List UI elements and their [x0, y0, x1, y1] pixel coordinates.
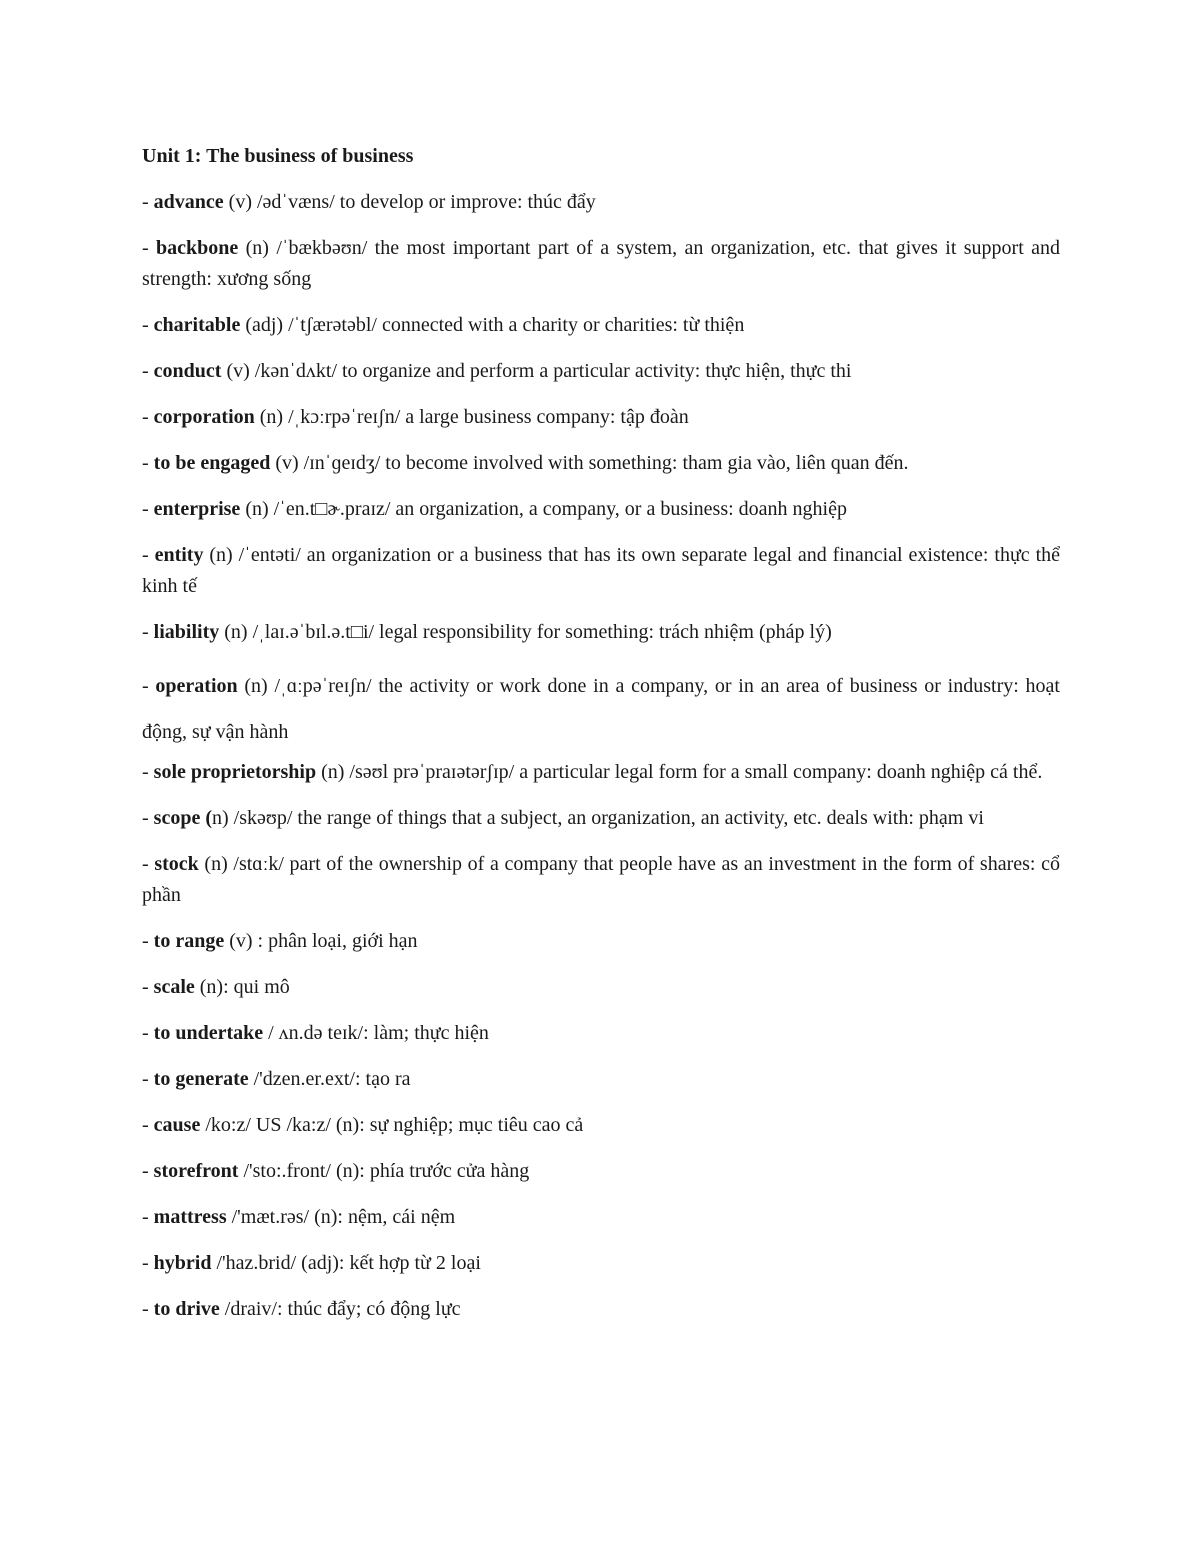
- entry-dash: -: [142, 930, 154, 952]
- entry-definition: /ko:z/ US /ka:z/ (n): sự nghiệp; mục tiêu cao cả: [200, 1114, 584, 1136]
- vocabulary-entry: [142, 1018, 1060, 1049]
- entry-term: storefront: [153, 1160, 239, 1182]
- vocabulary-entry: [142, 1294, 1060, 1325]
- entry-dash: -: [142, 191, 154, 213]
- entry-definition: (n) /ˌlaɪ.əˈbɪl.ə.t□i/ legal responsibility for something: trách nhiệm (pháp lý): [219, 621, 832, 643]
- vocabulary-entry: [142, 757, 1060, 788]
- entry-term: entity: [154, 544, 204, 566]
- entry-dash: -: [142, 853, 155, 875]
- entry-dash: -: [142, 1252, 154, 1274]
- entry-dash: -: [142, 1298, 154, 1320]
- vocabulary-entry: [142, 187, 1060, 218]
- entry-definition: /'sto:.front/ (n): phía trước cửa hàng: [238, 1160, 530, 1182]
- entry-definition: (n) /ˈentəti/ an organization or a business that has its own separate legal and financial existence: thực thể kinh tế: [142, 544, 1060, 597]
- vocabulary-entry: [142, 663, 1060, 755]
- entry-dash: -: [142, 1068, 154, 1090]
- entry-term: mattress: [153, 1206, 227, 1228]
- vocabulary-entry: [142, 1064, 1060, 1095]
- entry-definition: (v) /ədˈvæns/ to develop or improve: thúc đẩy: [223, 191, 596, 213]
- entry-term: hybrid: [153, 1252, 212, 1274]
- vocabulary-entry: [142, 1156, 1060, 1187]
- entry-definition: (n) /ˌɑːpəˈreɪʃn/ the activity or work done in a company, or in an area of business or industry: hoạt động, sự vận hành: [142, 675, 1060, 743]
- entry-term: enterprise: [153, 498, 241, 520]
- entry-definition: n) /skəʊp/ the range of things that a subject, an organization, an activity, etc. deals with: phạm vi: [212, 807, 984, 829]
- entry-term: scope (: [153, 807, 212, 829]
- entry-term: stock: [154, 853, 199, 875]
- vocabulary-entry: [142, 803, 1060, 834]
- entry-dash: -: [142, 237, 157, 259]
- vocabulary-entry: [142, 494, 1060, 525]
- entry-term: conduct: [153, 360, 222, 382]
- entry-term: to undertake: [153, 1022, 264, 1044]
- entry-definition: /'mæt.rəs/ (n): nệm, cái nệm: [226, 1206, 456, 1228]
- vocabulary-entry: [142, 1248, 1060, 1279]
- entry-term: operation: [155, 675, 238, 697]
- entry-definition: (v) : phân loại, giới hạn: [224, 930, 418, 952]
- entry-dash: -: [142, 1160, 154, 1182]
- entry-term: scale: [153, 976, 195, 998]
- entry-definition: (n): qui mô: [194, 976, 290, 998]
- vocabulary-entry: [142, 849, 1060, 911]
- entry-definition: /'haz.brid/ (adj): kết hợp từ 2 loại: [211, 1252, 481, 1274]
- entry-dash: -: [142, 314, 154, 336]
- entry-definition: (n) /stɑːk/ part of the ownership of a company that people have as an investment in the form of shares: cổ phần: [142, 853, 1060, 906]
- vocabulary-entry: [142, 540, 1060, 602]
- entry-term: to range: [153, 930, 225, 952]
- entry-dash: -: [142, 675, 156, 697]
- entry-term: charitable: [153, 314, 241, 336]
- entry-dash: -: [142, 1022, 154, 1044]
- entry-dash: -: [142, 360, 154, 382]
- entry-term: advance: [153, 191, 224, 213]
- entry-dash: -: [142, 406, 154, 428]
- vocabulary-entry: [142, 617, 1060, 648]
- entry-dash: -: [142, 544, 155, 566]
- entry-dash: -: [142, 761, 154, 783]
- entry-term: liability: [153, 621, 220, 643]
- document-page: [142, 141, 1060, 1340]
- entry-term: backbone: [156, 237, 239, 259]
- entry-definition: (n) /səʊl prəˈpraɪətərʃɪp/ a particular legal form for a small company: doanh nghiệp cá thể.: [316, 761, 1043, 783]
- entry-definition: (v) /ɪnˈɡeɪdʒ/ to become involved with something: tham gia vào, liên quan đến.: [270, 452, 909, 474]
- entry-term: to be engaged: [153, 452, 271, 474]
- vocabulary-entry: [142, 310, 1060, 341]
- vocabulary-entry: [142, 448, 1060, 479]
- entry-definition: /draiv/: thúc đẩy; có động lực: [219, 1298, 461, 1320]
- entry-dash: -: [142, 1206, 154, 1228]
- entry-definition: (n) /ˈen.t□ɚ.praɪz/ an organization, a company, or a business: doanh nghiệp: [240, 498, 847, 520]
- unit-title: Unit 1: The business of business: [142, 145, 414, 167]
- vocabulary-entry: [142, 233, 1060, 295]
- entry-dash: -: [142, 452, 154, 474]
- vocabulary-entry: [142, 972, 1060, 1003]
- entry-definition: (n) /ˈbækbəʊn/ the most important part of a system, an organization, etc. that gives it support and strength: xương sống: [142, 237, 1060, 290]
- entry-term: sole proprietorship: [153, 761, 317, 783]
- entry-dash: -: [142, 621, 154, 643]
- entry-dash: -: [142, 976, 154, 998]
- vocabulary-entry: [142, 402, 1060, 433]
- vocabulary-entry: [142, 926, 1060, 957]
- vocabulary-entry: [142, 1110, 1060, 1141]
- entry-dash: -: [142, 1114, 154, 1136]
- entry-term: corporation: [153, 406, 255, 428]
- vocabulary-entry: [142, 1202, 1060, 1233]
- entry-definition: / ʌn.də teɪk/: làm; thực hiện: [263, 1022, 489, 1044]
- entry-term: to drive: [153, 1298, 220, 1320]
- entry-definition: (adj) /ˈtʃærətəbl/ connected with a charity or charities: từ thiện: [240, 314, 745, 336]
- vocabulary-list: [142, 187, 1060, 1325]
- entry-definition: (v) /kənˈdʌkt/ to organize and perform a particular activity: thực hiện, thực thi: [221, 360, 852, 382]
- entry-dash: -: [142, 498, 154, 520]
- entry-definition: /'dzen.er.ext/: tạo ra: [248, 1068, 411, 1090]
- entry-term: to generate: [153, 1068, 249, 1090]
- entry-term: cause: [153, 1114, 201, 1136]
- vocabulary-entry: [142, 356, 1060, 387]
- entry-dash: -: [142, 807, 154, 829]
- entry-definition: (n) /ˌkɔːrpəˈreɪʃn/ a large business company: tập đoàn: [254, 406, 689, 428]
